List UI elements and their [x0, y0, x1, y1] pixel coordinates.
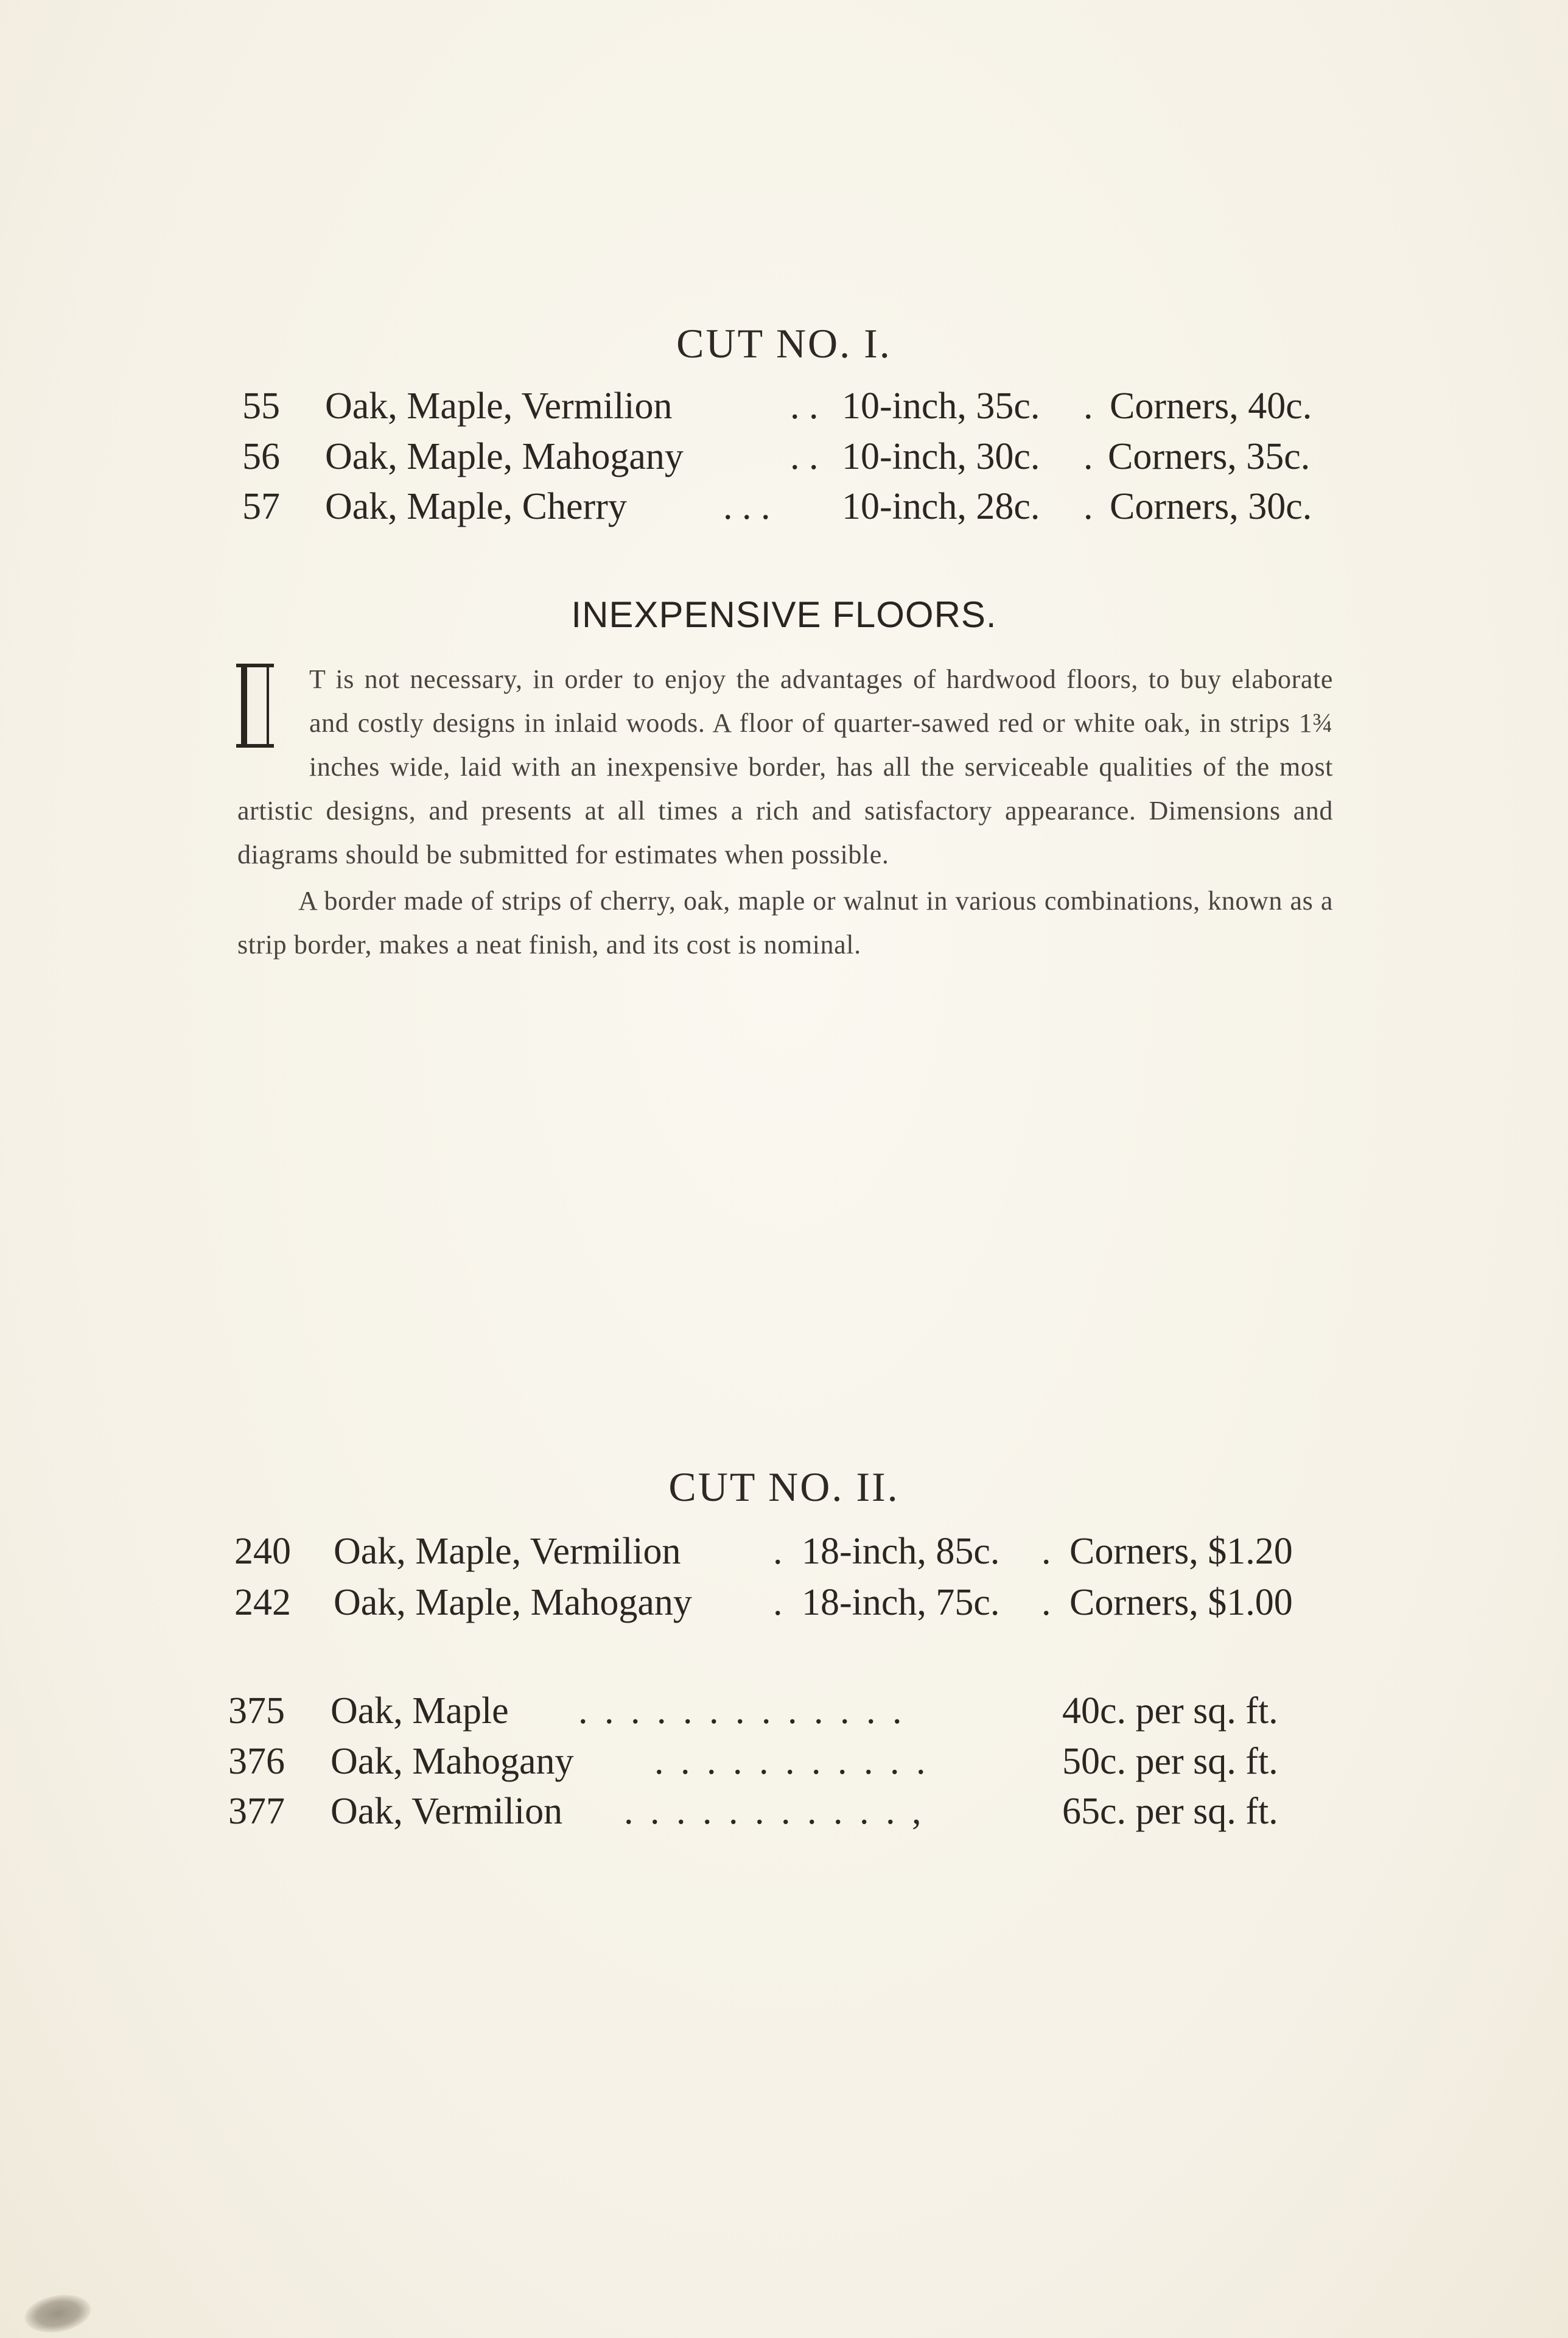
item-woods: Oak, Mahogany — [331, 1741, 574, 1782]
item-corners: Corners, 30c. — [1110, 486, 1312, 527]
sq-ft-row — [228, 1740, 1336, 1791]
cut-one-heading: CUT NO. I. — [676, 320, 892, 367]
item-size-price: 18-inch, 85c. — [802, 1531, 1000, 1572]
article-paragraph-1-text: T is not necessary, in order to enjoy the advantages of hardwood floors, to buy elaborate and costly designs in inlaid woods. A floor of quarter-sawed red or white oak, in strips 1¾ inches wide, laid with an inexpensive border, has all the serviceable qualities of the most artistic designs, and presents at all times a rich and satisfactory appearance. Dimensions and diagrams should be submitted for estimates when possible. — [237, 664, 1333, 869]
item-leader: . . . . . . . . . . . . . — [578, 1690, 906, 1732]
item-price: 65c. per sq. ft. — [1062, 1791, 1278, 1832]
item-woods: Oak, Vermilion — [331, 1791, 563, 1832]
item-woods: Oak, Maple, Mahogany — [325, 436, 684, 477]
item-size-price: 10-inch, 35c. — [842, 385, 1040, 427]
item-corners: Corners, $1.00 — [1069, 1582, 1293, 1623]
item-leader: . . . . . . . . . . . , — [624, 1791, 925, 1832]
item-number: 56 — [242, 436, 280, 477]
item-price: 50c. per sq. ft. — [1062, 1741, 1278, 1782]
cut-two-row — [234, 1530, 1330, 1581]
item-woods: Oak, Maple, Vermilion — [325, 385, 673, 427]
item-corners: Corners, 35c. — [1108, 436, 1311, 477]
drop-cap — [237, 664, 299, 749]
item-size-price: 10-inch, 28c. — [842, 486, 1040, 527]
item-leader: . — [1083, 385, 1093, 427]
item-leader: . . — [790, 436, 819, 477]
item-leader: . — [773, 1531, 783, 1572]
article-heading: INEXPENSIVE FLOORS. — [571, 594, 997, 635]
item-woods: Oak, Maple, Vermilion — [334, 1531, 681, 1572]
drop-cap-glyph — [241, 664, 269, 748]
article-paragraph: A border made of strips of cherry, oak, maple or walnut in various combinations, known as a strip border, makes a neat finish, and its cost is nominal. — [237, 886, 1333, 960]
page-smudge — [22, 2290, 94, 2337]
item-number: 242 — [234, 1582, 291, 1623]
cut-two-row — [234, 1581, 1330, 1632]
cut-one-row — [242, 485, 1338, 536]
item-woods: Oak, Maple, Cherry — [325, 486, 627, 527]
article-body — [237, 658, 1333, 967]
item-number: 57 — [242, 486, 280, 527]
cut-two-heading: CUT NO. II. — [668, 1464, 900, 1510]
article-paragraph — [237, 658, 1333, 877]
item-number: 376 — [228, 1741, 285, 1782]
item-woods: Oak, Maple — [331, 1690, 509, 1732]
item-price: 40c. per sq. ft. — [1062, 1690, 1278, 1732]
item-leader: . . — [790, 385, 819, 427]
item-leader: . — [1083, 486, 1093, 527]
item-number: 55 — [242, 385, 280, 427]
item-corners: Corners, 40c. — [1110, 385, 1312, 427]
item-number: 377 — [228, 1791, 285, 1832]
item-number: 375 — [228, 1690, 285, 1732]
item-number: 240 — [234, 1531, 291, 1572]
item-size-price: 10-inch, 30c. — [842, 436, 1040, 477]
item-leader: . — [1041, 1582, 1051, 1623]
item-leader: . — [1083, 436, 1093, 477]
sq-ft-row — [228, 1690, 1336, 1741]
cut-one-row — [242, 385, 1338, 436]
item-leader: . . . . . . . . . . . — [654, 1741, 929, 1782]
item-leader: . — [1041, 1531, 1051, 1572]
item-leader: . — [773, 1582, 783, 1623]
sq-ft-row — [228, 1790, 1336, 1841]
item-size-price: 18-inch, 75c. — [802, 1582, 1000, 1623]
item-woods: Oak, Maple, Mahogany — [334, 1582, 692, 1623]
item-corners: Corners, $1.20 — [1069, 1531, 1293, 1572]
item-leader: . . . — [723, 486, 771, 527]
cut-one-row — [242, 435, 1338, 486]
